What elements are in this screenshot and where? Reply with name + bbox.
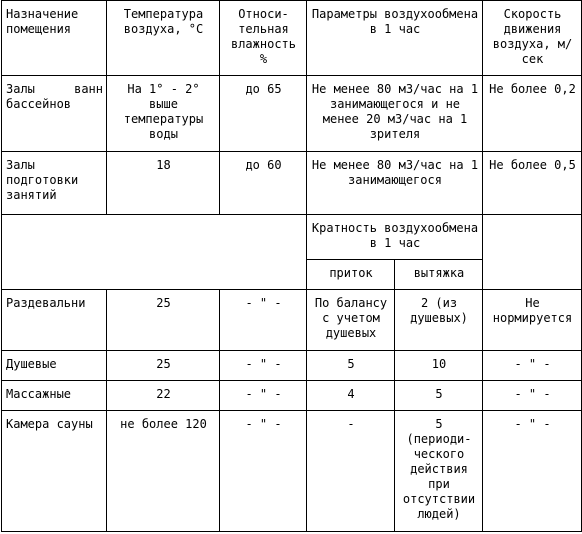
cell-air-speed: - " -: [483, 381, 582, 411]
cell-air-params: Не менее 80 м3/час на 1 занимающегося и не менее 20 м3/час на 1 зрителя: [307, 76, 483, 152]
cell-humidity: до 60: [220, 152, 307, 215]
cell-temperature: не более 120: [107, 411, 220, 532]
cell-purpose: Раздевальни: [2, 290, 107, 351]
subheader-exhaust: вытяжка: [395, 260, 483, 290]
cell-exhaust: 5 (периоди- ческого действия при отсутствии людей): [395, 411, 483, 532]
cell-purpose: Душевые: [2, 351, 107, 381]
cell-supply: -: [307, 411, 395, 532]
header-purpose: Назначение помещения: [2, 1, 107, 76]
empty-cell: [483, 215, 582, 290]
cell-supply: 4: [307, 381, 395, 411]
cell-humidity: - " -: [220, 290, 307, 351]
cell-air-speed: - " -: [483, 351, 582, 381]
header-temperature: Температура воздуха, °С: [107, 1, 220, 76]
cell-exhaust: 2 (из душевых): [395, 290, 483, 351]
table-row: [2, 351, 582, 381]
cell-purpose: Камера сауны: [2, 411, 107, 532]
header-humidity: Относи- тельная влажность %: [220, 1, 307, 76]
cell-purpose: Массажные: [2, 381, 107, 411]
cell-temperature: 22: [107, 381, 220, 411]
header-air-params: Параметры воздухообмена в 1 час: [307, 1, 483, 76]
table-row: [2, 290, 582, 351]
subheader-row: [2, 215, 582, 260]
cell-purpose: Залы подготовки занятий: [2, 152, 107, 215]
cell-humidity: - " -: [220, 411, 307, 532]
subheader-exchange-rate: Кратность воздухообмена в 1 час: [307, 215, 483, 260]
cell-humidity: до 65: [220, 76, 307, 152]
table-row: [2, 381, 582, 411]
cell-temperature: 18: [107, 152, 220, 215]
cell-air-speed: - " -: [483, 411, 582, 532]
table-header-row: [2, 1, 582, 76]
cell-air-speed: Не нормируется: [483, 290, 582, 351]
cell-air-speed: Не более 0,2: [483, 76, 582, 152]
table-row: [2, 411, 582, 532]
cell-temperature: На 1° - 2° выше температуры воды: [107, 76, 220, 152]
cell-humidity: - " -: [220, 351, 307, 381]
cell-exhaust: 10: [395, 351, 483, 381]
cell-purpose: [2, 76, 107, 152]
subheader-supply: приток: [307, 260, 395, 290]
cell-purpose-line2: бассейнов: [6, 97, 72, 111]
cell-air-speed: Не более 0,5: [483, 152, 582, 215]
cell-exhaust: 5: [395, 381, 483, 411]
cell-temperature: 25: [107, 290, 220, 351]
ventilation-norms-table: [1, 0, 582, 532]
table-row: [2, 152, 582, 215]
cell-supply: По балансу с учетом душевых: [307, 290, 395, 351]
cell-humidity: - " -: [220, 381, 307, 411]
cell-temperature: 25: [107, 351, 220, 381]
cell-supply: 5: [307, 351, 395, 381]
header-air-speed: Скорость движения воздуха, м/сек: [483, 1, 582, 76]
empty-cell: [2, 215, 307, 290]
cell-purpose-line1: Залы ванн: [6, 82, 103, 96]
cell-air-params: Не менее 80 м3/час на 1 занимающегося: [307, 152, 483, 215]
table-row: [2, 76, 582, 152]
